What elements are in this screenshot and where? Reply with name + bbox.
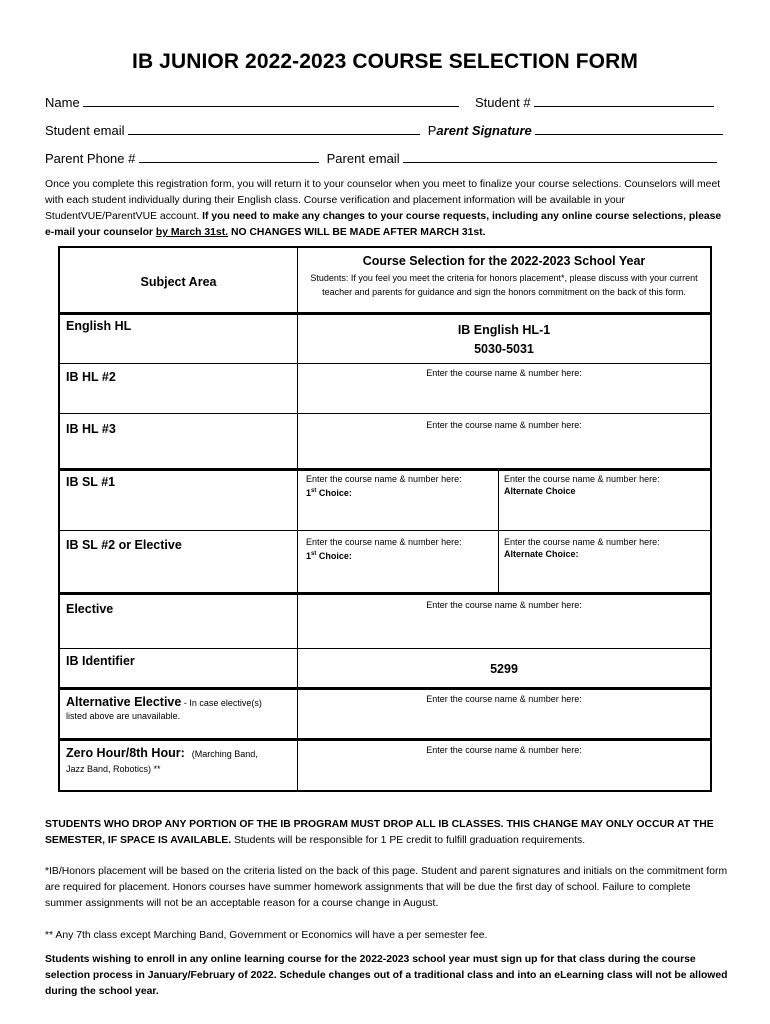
sl2-alternate-choice-input[interactable]: Enter the course name & number here: Alternate Choice: (504, 537, 660, 559)
parent-email-field[interactable] (403, 151, 717, 163)
name-field[interactable] (83, 95, 459, 107)
row-ib-hl-3: IB HL #3 (66, 422, 116, 436)
header-subject-area: Subject Area (140, 275, 217, 289)
parent-signature-field[interactable] (535, 123, 723, 135)
ib-identifier-code: 5299 (490, 662, 518, 676)
row-alternative-elective: Alternative Elective - In case elective(s) listed above are unavailable. (66, 695, 262, 721)
row-ib-hl-2: IB HL #2 (66, 370, 116, 384)
row-ib-sl-1: IB SL #1 (66, 475, 116, 489)
hl3-input[interactable]: Enter the course name & number here: (426, 420, 582, 430)
row-ib-identifier: IB Identifier (66, 654, 135, 668)
intro-paragraph: Once you complete this registration form, you will return it to your counselor when you meet to finalize your course selections. Counselors will meet with each student individually during their English class. Course verification and placement information will be available in your StudentVUE/ParentVUE account. If you need to make any changes to your course requests, including any online course selections, please e-mail your counselor by March 31st. NO CHANGES WILL BE MADE AFTER MARCH 31st. (45, 179, 722, 238)
course-table (58, 246, 712, 792)
parent-phone-label: Parent Phone # (45, 151, 136, 166)
row-zero-hour: Zero Hour/8th Hour: (Marching Band, Jazz Band, Robotics) ** (66, 746, 258, 774)
zero-hour-input[interactable]: Enter the course name & number here: (426, 745, 582, 755)
honors-note: *IB/Honors placement will be based on the criteria listed on the back of this page. Student and parent signatures and initials on the commitment form are required for placement. Honors courses have summer homework assignments that will be due the first day of school. Failure to complete summer assignments will not be an acceptable reason for a course change in August. (45, 866, 728, 909)
sl1-first-choice-input[interactable]: Enter the course name & number here: 1st Choice: (306, 474, 462, 498)
student-email-label: Student email (45, 123, 125, 138)
elective-input[interactable]: Enter the course name & number here: (426, 600, 582, 610)
sl1-alternate-choice-input[interactable]: Enter the course name & number here: Alternate Choice (504, 474, 660, 496)
english-course-name: IB English HL-1 (457, 323, 551, 337)
header-course-selection: Course Selection for the 2022-2023 School Year Students: If you feel you meet the criteria for honors placement*, please discuss with your current teacher and parents for guidance and sign the honors commitment on the back of this form. (310, 254, 698, 297)
english-course-code: 5030-5031 (474, 342, 534, 356)
alternative-elective-input[interactable]: Enter the course name & number here: (426, 694, 582, 704)
row-english-hl: English HL (66, 319, 132, 333)
email-row (45, 123, 723, 138)
student-email-field[interactable] (128, 123, 420, 135)
sl2-first-choice-input[interactable]: Enter the course name & number here: 1st Choice: (306, 537, 462, 561)
drop-policy: STUDENTS WHO DROP ANY PORTION OF THE IB PROGRAM MUST DROP ALL IB CLASSES. THIS CHANGE MAY ONLY OCCUR AT THE SEMESTER, IF SPACE IS AVAILABLE. Students will be responsible for 1 PE credit to fulfill graduation requirements. (45, 819, 714, 846)
student-number-field[interactable] (534, 95, 714, 107)
form-title: IB JUNIOR 2022-2023 COURSE SELECTION FORM (132, 50, 638, 73)
name-label: Name (45, 95, 80, 110)
online-learning-note: Students wishing to enroll in any online learning course for the 2022-2023 school year must sign up for that class during the course selection process in January/February of 2022. Schedule changes out of a traditional class and into an eLearning class will not be allowed during the school year. (45, 954, 728, 997)
row-ib-sl-2-elective: IB SL #2 or Elective (66, 538, 182, 552)
row-elective: Elective (66, 602, 114, 616)
hl2-input[interactable]: Enter the course name & number here: (426, 368, 582, 378)
parent-row (45, 151, 717, 166)
parent-signature-label: Parent Signature (427, 123, 532, 138)
student-number-label: Student # (474, 95, 531, 110)
fee-note: ** Any 7th class except Marching Band, Government or Economics will have a per semester fee. (45, 930, 488, 941)
name-row (45, 95, 714, 110)
parent-email-label: Parent email (326, 151, 400, 166)
parent-phone-field[interactable] (139, 151, 319, 163)
